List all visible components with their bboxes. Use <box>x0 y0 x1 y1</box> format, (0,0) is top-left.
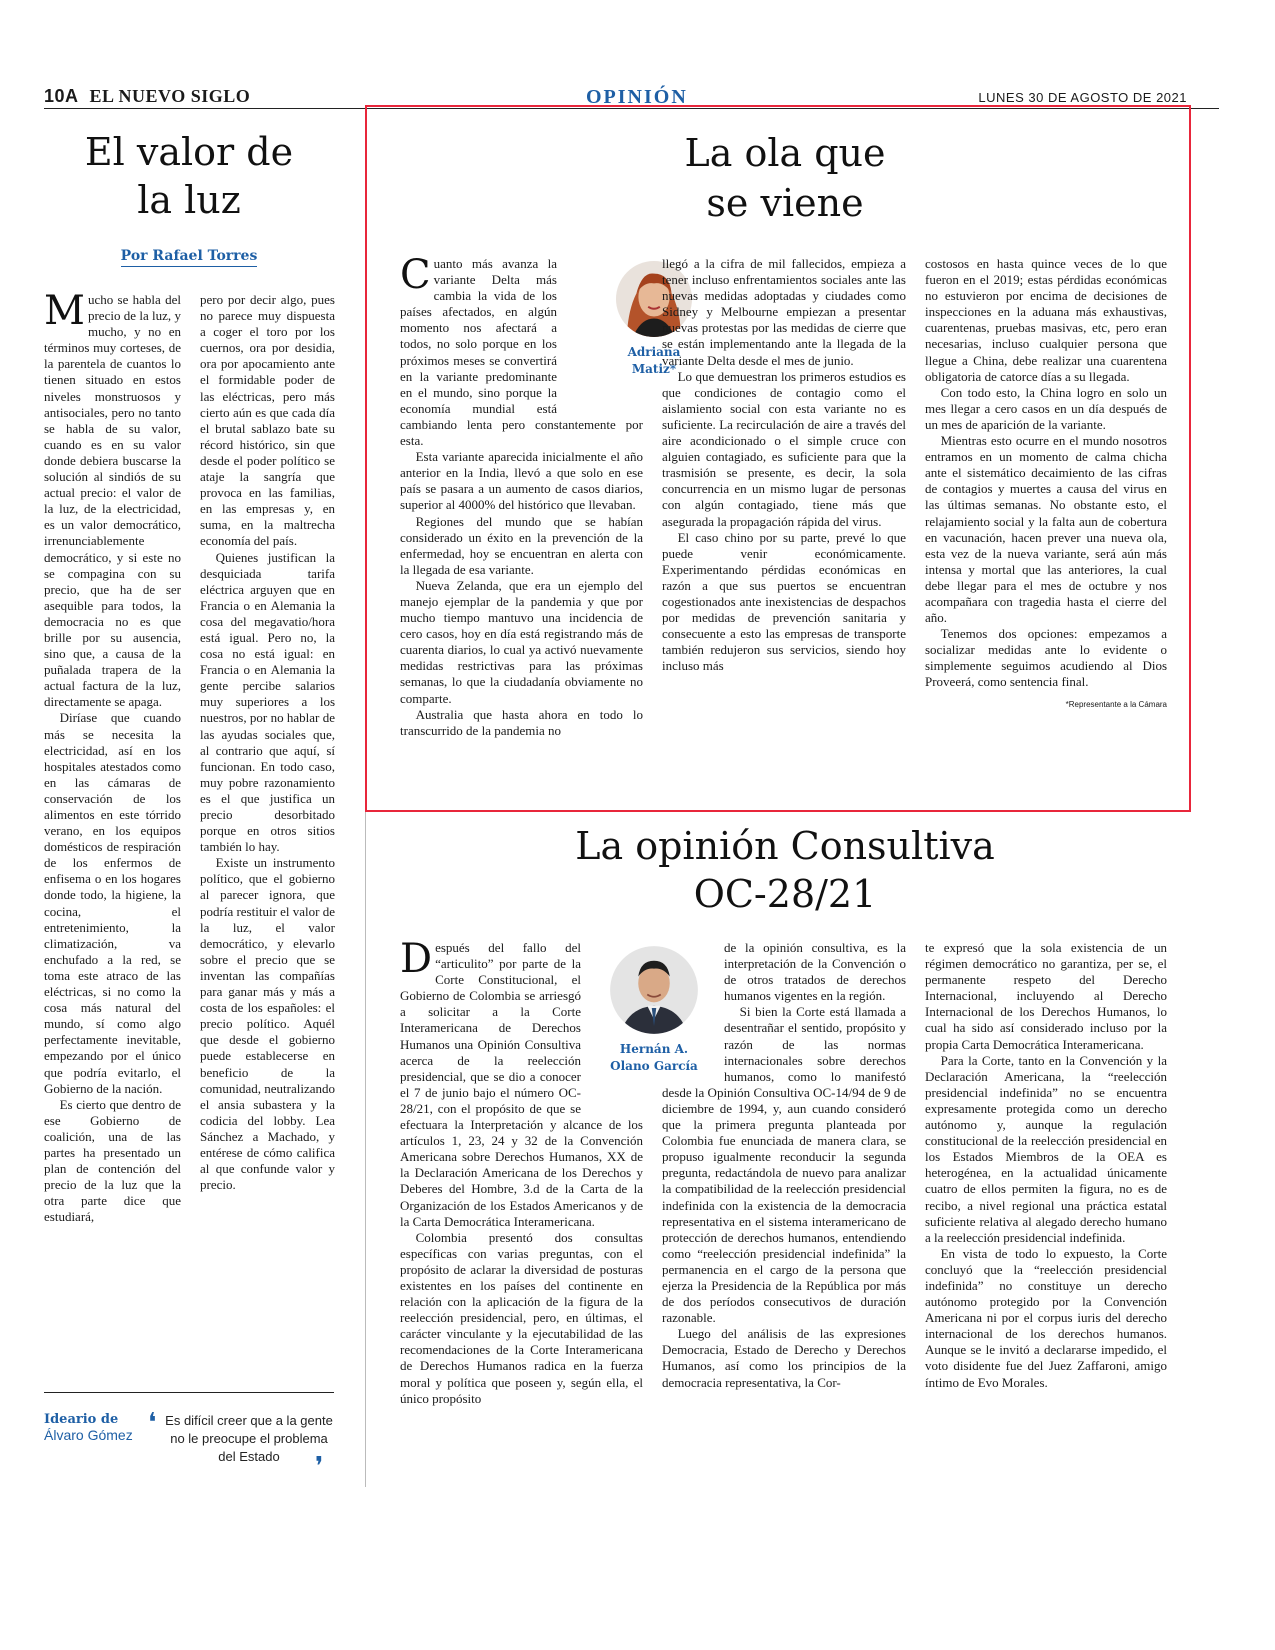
dropcap: C <box>400 252 431 298</box>
paragraph: Mientras esto ocurre en el mundo nosotros entramos en un momento de calma chicha ante el sistemático decaimiento de las cifras de contagios y muertes a causa del virus en las últimas semanas. No obstante esto, el relajamiento social y la falta aun de cobertura en vacunación, hacen prever una nueva ola, esta vez de la nueva variante, será aún más intensa y mortal que las anteriores, la cual debe llegar para el mes de octubre y nos acompañara con tragedia hasta el cierre del año. <box>925 433 1167 626</box>
article2-title <box>390 822 1180 918</box>
section-name: OPINIÓN <box>586 86 688 108</box>
left-article-byline <box>44 248 334 264</box>
paragraph: de la opinión consultiva, es la interpretación de la Convención o de otros tratados de derechos humanos vigentes en la región. <box>724 940 906 1004</box>
left-article-col1 <box>44 288 181 1225</box>
article1-col3 <box>925 256 1167 713</box>
paragraph: pero por decir algo, pues no parece muy dispuesta a coger el toro por los cuernos, ora por desidia, ora por apocamiento ante el formidable poder de las eléctricas, pero más cierto aún es que cada día el brutal sablazo bate su récord histórico, sin que desde el poder político se ataje la sangría que provoca en las familias, en las empresas y, en suma, en la maltrecha economía del país. <box>200 292 335 549</box>
author-last: Olano García <box>610 1059 698 1073</box>
paragraph: Es cierto que dentro de ese Gobierno de coalición, una de las partes ha presentado un plan de contención del precio de la luz que la otra parte dice que estudiará, <box>44 1096 181 1225</box>
article2-header <box>390 822 1180 918</box>
byline-text: Por Rafael Torres <box>121 248 258 267</box>
paragraph: llegó a la cifra de mil fallecidos, empieza a tener incluso enfrentamientos sociales ante las nuevas medidas adoptadas y ciudades como Sidney y Melbourne empiezan a presentar nuevas protestas por las medidas de cierre que se están implementando ante la llegada de la variante Delta desde el mes de junio. <box>662 256 906 368</box>
author-footnote: *Representante a la Cámara <box>1065 699 1167 709</box>
author-first: Adriana <box>627 345 681 359</box>
portrait-float <box>662 940 724 1080</box>
article1-header <box>560 128 1010 228</box>
paragraph: Con todo esto, la China logro en solo un mes llegar a cero casos en un día después de un mes de aparición de la variante. <box>925 384 1167 432</box>
paragraph: Existe un instrumento político, que el gobierno al parecer ignora, que podría restituir el valor de la luz, el valor democrático, y elevarlo sobre el precio que se inventan las compañías para ganar más y más a costa de los españoles: el precio político. Aquél que desde el gobierno puede establecerse en beneficio de la comunidad, neutralizando el ansia subastera y la codicia del lobby. Lea Sánchez a Machado, y entérese de cómo califica al que confunde valor y precio. <box>200 855 336 1193</box>
left-title-line1: El valor de <box>84 130 294 174</box>
author-last: Matiz* <box>631 362 677 376</box>
ideario-title: Ideario de <box>44 1412 119 1427</box>
paragraph: En vista de todo lo expuesto, la Corte concluyó que la “reelección presidencial indefinida” no constituye un derecho autónomo protegido por la Convención Americana ni por el corpus iuris del derecho internacional de los derechos humanos. Aunque se le invitó a declararse impedido, el voto disidente fue del Juez Zaffaroni, amigo íntimo de Evo Morales. <box>925 1245 1167 1390</box>
article1-col1 <box>400 252 643 739</box>
left-article-title <box>44 128 334 224</box>
ideario-author: Álvaro Gómez <box>44 1427 133 1443</box>
ideario-label <box>44 1412 154 1443</box>
dropcap: M <box>44 288 85 334</box>
page-number: 10A <box>44 86 79 106</box>
close-quote-icon: ❜ <box>315 1452 324 1482</box>
paragraph: Quienes justifican la desquiciada tarifa eléctrica arguyen que en Francia o en Alemania la cosa del megavatio/hora está igual. Pero no, la cosa no está igual: en Francia o en Alemania la gente percibe salarios muy superiores a los nuestros, por no hablar de las ayudas sociales que, al contrario que aquí, sí funcionan. En todo caso, muy pobre razonamiento es el que justifica un precio desorbitado porque en otros sitios también lo hay. <box>200 549 335 855</box>
paragraph: Lo que demuestran los primeros estudios es que condiciones de contagio como el aislamiento social con esta variante no es suficiente. La recirculación de aire a través del aire acondicionado o el simple cruce con alguien contagiado, es suficiente para que la trasmisión se presente, es decir, la sola concurrencia en un mismo lugar de personas con algún contagiado, tiene más que asegurada la propagación rápida del virus. <box>662 368 906 529</box>
paragraph: Diríase que cuando más se necesita la electricidad, así en los hospitales atestados como en las cámaras de conservación de los alimentos en este tórrido verano, en los equipos domésticos de respiración de los enfermos de enfisema o en los hogares donde todo, la higiene, la cocina, el entretenimiento, la climatización, va enchufado a la red, se toma este atraco de las eléctricas, si no como la cosa más natural del mundo, sí como algo perfectamente inevitable, empezando por el único que podría evitarlo, el Gobierno de la nación. <box>44 710 181 1096</box>
left-article-header <box>44 128 334 264</box>
left-article-col2 <box>200 292 335 1193</box>
issue-date: LUNES 30 DE AGOSTO DE 2021 <box>978 90 1187 105</box>
paragraph: Colombia presentó dos consultas específicas con varias preguntas, con el propósito de aclarar la diversidad de posturas existentes en los países del continente en relación con la aplicación de la figura de la reelección presidencial, pero, en últimas, el carácter vinculante y la ejecutabilidad de las recomendaciones de la Corte Interamericana de Derechos Humanos radica en la fuerza moral y política que poseen y, según ella, el único propósito <box>400 1229 643 1406</box>
article1-title <box>560 128 1010 228</box>
article2-title-line1: La opinión Consultiva <box>575 824 995 868</box>
paragraph: Luego del análisis de las expresiones Democracia, Estado de Derecho y Derechos Humanos, así como los principios de la democracia representativa, la Cor- <box>662 1326 906 1390</box>
paragraph: Regiones del mundo que se habían considerado un éxito en la prevención de la enfermedad, hoy se encuentran en alerta con la llegada de esa variante. <box>400 513 643 577</box>
paragraph-text: ucho se habla del precio de la luz, y mucho, y no en términos muy corteses, de la parentela de cuantos lo tienen situado en estos niveles monstruosos y antisociales, pero no tanto se habla de su valor, cuando es en su valor donde debiera buscarse la solución al sindiós de su actual precio: el valor de la luz, de la electricidad, es un valor democrático, irrenunciablemente democrático, y si este no se compagina con su precio, que ha de ser asequible para todos, la democracia no es que brille por su ausencia, sino que, a causa de la puñalada trapera de la actual factura de la luz, directamente se apaga. <box>44 292 181 710</box>
paragraph: Esta variante aparecida inicialmente el año anterior en la India, llevó a que solo en ese país se pasara a un aumento de casos diarios, superior al 4000% del histórico que llevaban. <box>400 449 643 513</box>
paragraph <box>44 288 181 710</box>
paragraph: Para la Corte, tanto en la Convención y la Declaración Americana, la “reelección presidencial indefinida” no se encuentra expresamente protegida como un derecho autónomo y, aunque la regulación constitucional de la reelección presidencial en los Estados Miembros de la OEA es heterogénea, en la actualidad únicamente cuatro de ellos permiten la figura, no es de recibo, a nivel regional una práctica estatal suficiente relativa al alegado derecho humano a la reelección presidencial indefinida. <box>925 1052 1167 1245</box>
paragraph-text: espués del fallo del “articulito” por parte de la Corte Constitucional, el Gobierno de Colombia se arriesgó a solicitar a la Corte Interamericana de Derechos Humanos una Opinión Consultiva acerca de la reelección presidencial, que se dio a conocer el 7 de junio bajo el número OC-28/21, con el propósito de que se efectuara la Interpretación y alcance de los artículos 1, 23, 24 y 32 de la Convención Americana sobre Derechos Humanos, XX de la Declaración Americana de los Derechos y Deberes del Hombre, 3.d de la Carta de la Organización de los Estados Americanos y de la Carta Democrática Interamericana. <box>400 940 643 1229</box>
paragraph: Tenemos dos opciones: empezamos a socializar medidas ante lo evidente o simplemente seguimos acudiendo al Dios Proveerá, como sentencia final. <box>925 626 1167 690</box>
paragraph: El caso chino por su parte, prevé lo que puede venir económicamente. Experimentando pérdidas económicas en razón a que sus puertos se encuentran cogestionados ante inexistencias de despachos por medidas de prevención sanitaria y consecuente a esto las empresas de transporte también redujeron sus servicios, siendo hoy incluso más <box>662 529 906 674</box>
article2-col3 <box>925 940 1167 1391</box>
paragraph: Si bien la Corte está llamada a desentrañar el sentido, propósito y razón de las normas internacionales sobre derechos humanos, como lo manifestó desde la Opinión Consultiva OC-14/94 de 9 de diciembre de 1994, y, aun cuando consideró que la primera pregunta planteada por Colombia fue enunciada de manera clara, se propuso igualmente reconducir la segunda pregunta, redactándola de nuevo para analizar la compatibilidad de la reelección presidencial indefinida con la existencia de la democracia representativa en el sistema interamericano de protección de derechos humanos, entendiendo como “reelección presidencial indefinida” la permanencia en el cargo de la persona que ejerza la Presidencia de la República por más de dos períodos consecutivos de duración razonable. <box>662 1004 906 1326</box>
article1-title-line1: La ola que <box>684 131 886 175</box>
left-title-line2: la luz <box>137 178 241 222</box>
newspaper-name: EL NUEVO SIGLO <box>89 86 251 106</box>
paragraph: te expresó que la sola existencia de un régimen democrático no garantiza, per se, el permanente respeto del Derecho Internacional, incluyendo al Derecho Internacional de los Derechos Humanos, lo cual ha sido así considerado incluso por la propia Carta Democrática Interamericana. <box>925 940 1167 1052</box>
ideario-quote: Es difícil creer que a la gente no le preocupe el problema del Estado <box>165 1413 333 1464</box>
open-quote-icon: ❛ <box>148 1408 157 1438</box>
author-first: Hernán A. <box>619 1042 689 1056</box>
paragraph: Australia que hasta ahora en todo lo transcurrido de la pandemia no <box>400 706 643 738</box>
article1-title-line2: se viene <box>706 181 864 225</box>
article2-col2 <box>662 940 906 1391</box>
dropcap: D <box>400 936 433 982</box>
article1-col2 <box>662 256 906 674</box>
paragraph: costosos en hasta quince veces de lo que fueron en el 2019; estas pérdidas económicas no estuvieron por encima de decisiones de inspecciones en la aduana más exhaustivas, cuarentenas, pruebas masivas, etc, pero eran necesarias, incluso cualquier persona que llegue a China, debe realizar una cuarentena obligatoria de catorce días a su llegada. <box>925 256 1167 384</box>
article2-title-line2: OC-28/21 <box>693 872 877 916</box>
paragraph: Nueva Zelanda, que era un ejemplo del manejo ejemplar de la pandemia y que por mucho tiempo mantuvo una incidencia de cero casos, hoy en día está registrando más de cuarenta diarios, lo cual ya activó nuevamente medidas restrictivas para las próximas semanas, lo que la ciudadanía obviamente no comparte. <box>400 577 643 706</box>
masthead <box>44 86 250 107</box>
paragraph-text: uanto más avanza la variante Delta más cambia la vida de los países afectados, en algún momento nos afectará a todos, no solo porque en los próximos meses se convertirá en la variante predominante en el mundo, sino porque la economía mundial está cambiando lenta pero constantemente por esta. <box>400 256 643 449</box>
ideario-rule <box>44 1392 334 1393</box>
